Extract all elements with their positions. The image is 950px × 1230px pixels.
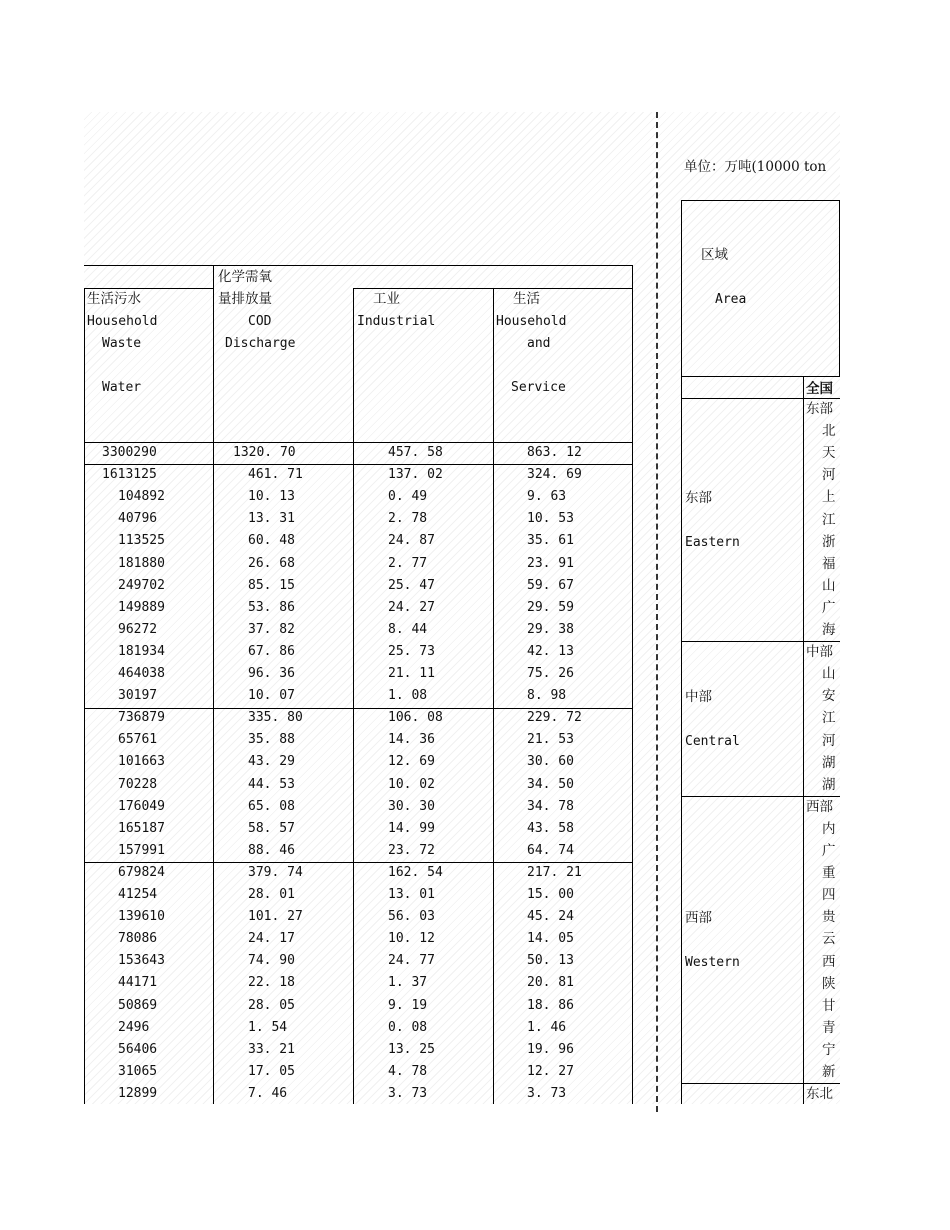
table-cell: 153643 (118, 953, 165, 969)
table-cell: 249702 (118, 577, 165, 593)
table-cell: 17. 05 (248, 1063, 295, 1079)
region-sub-item: 广 (822, 599, 836, 616)
table-cell: 736879 (118, 710, 165, 726)
area-header-en: Area (715, 292, 747, 307)
region-name-column (804, 378, 840, 1104)
table-cell: 28. 01 (248, 887, 295, 902)
table-cell: 44. 53 (248, 776, 295, 792)
table-cell: 7. 46 (248, 1085, 288, 1101)
table-cell: 101. 27 (248, 909, 303, 925)
region-sub-item: 江 (822, 511, 836, 528)
table-cell: 64. 74 (527, 842, 574, 858)
table-cell: 10. 02 (388, 776, 435, 792)
table-cell: 139610 (118, 909, 165, 925)
header-cod-en: COD (248, 314, 272, 329)
table-cell: 34. 50 (527, 776, 574, 792)
table-cell: 335. 80 (248, 710, 303, 726)
table-cell: 53. 86 (248, 599, 295, 615)
table-cell: 23. 91 (527, 555, 574, 571)
table-cell: 137. 02 (388, 467, 443, 483)
region-sub-item: 新 (822, 1064, 836, 1080)
area-header-cn: 区域 (701, 247, 728, 263)
table-cell: 679824 (118, 864, 165, 880)
table-cell: 863. 12 (527, 445, 582, 460)
table-cell: 8. 98 (527, 688, 567, 704)
table-cell: 176049 (118, 798, 165, 814)
table-cell: 10. 12 (388, 931, 435, 947)
region-sub-item: 河 (822, 732, 836, 749)
table-cell: 379. 74 (248, 864, 303, 880)
region-sub-item: 青 (822, 1019, 836, 1036)
table-cell: 21. 53 (527, 732, 574, 748)
table-cell: 181934 (118, 643, 165, 659)
table-cell: 37. 82 (248, 621, 295, 637)
table-cell: 12. 27 (527, 1063, 574, 1079)
table-cell: 0. 49 (388, 489, 428, 505)
region-sub-item: 天 (822, 445, 836, 462)
table-cell: 104892 (118, 489, 165, 505)
table-cell: 10. 07 (248, 688, 295, 704)
table-cell: 44171 (118, 975, 158, 991)
table-cell: 30197 (118, 688, 158, 704)
table-cell: 14. 36 (388, 732, 435, 748)
region-sub-item: 贵 (822, 909, 836, 926)
table-cell: 42. 13 (527, 643, 574, 659)
table-cell: 2496 (118, 1019, 150, 1035)
table-border (84, 265, 633, 266)
region-sub-item: 陕 (822, 975, 836, 992)
header-household-wastewater-en: Waste (102, 336, 142, 351)
table-cell: 41254 (118, 887, 158, 902)
table-border (353, 288, 354, 1104)
table-cell: 45. 24 (527, 909, 574, 925)
header-household-wastewater-cn: 生活污水 (87, 291, 141, 307)
table-cell: 21. 11 (388, 666, 435, 681)
table-cell: 22. 18 (248, 975, 295, 991)
table-cell: 96. 36 (248, 666, 295, 681)
region-sub-item: 湖 (822, 776, 836, 793)
table-cell: 13. 31 (248, 511, 295, 527)
table-cell: 101663 (118, 754, 165, 770)
table-cell: 13. 01 (388, 887, 435, 902)
unit-label-clip (680, 150, 840, 190)
table-cell: 74. 90 (248, 953, 295, 969)
table-cell: 1. 37 (388, 975, 428, 991)
table-cell: 56. 03 (388, 909, 435, 925)
table-cell: 461. 71 (248, 467, 303, 483)
table-cell: 1. 54 (248, 1019, 288, 1035)
table-cell: 88. 46 (248, 842, 295, 858)
region-sub-item: 浙 (822, 533, 836, 550)
table-border (839, 200, 840, 377)
table-cell: 23. 72 (388, 842, 435, 858)
table-border (681, 376, 840, 377)
table-cell: 60. 48 (248, 533, 295, 549)
header-household-service-en: Service (511, 380, 566, 395)
table-cell: 34. 78 (527, 798, 574, 814)
table-cell: 30. 30 (388, 798, 435, 814)
group-label-western-cn: 西部 (685, 910, 712, 926)
region-sub-item: 福 (822, 555, 836, 572)
table-cell: 165187 (118, 820, 165, 836)
region-sub-item: 西部 (806, 798, 833, 815)
header-household-wastewater-en: Water (102, 380, 142, 395)
table-cell: 43. 58 (527, 820, 574, 836)
unit-label: 单位：万吨(10000 ton (684, 159, 827, 175)
table-cell: 56406 (118, 1041, 158, 1057)
table-cell: 464038 (118, 666, 165, 681)
table-cell: 35. 61 (527, 533, 574, 549)
region-sub-item: 山 (822, 577, 836, 594)
header-cod-cn: 化学需氧 (218, 269, 272, 285)
header-cod-en: Discharge (225, 336, 296, 351)
table-cell: 35. 88 (248, 732, 295, 748)
table-border (84, 288, 214, 289)
table-cell: 25. 47 (388, 577, 435, 593)
table-cell: 19. 96 (527, 1041, 574, 1057)
table-cell: 457. 58 (388, 445, 443, 460)
table-cell: 28. 05 (248, 997, 295, 1013)
table-cell: 106. 08 (388, 710, 443, 726)
table-cell: 20. 81 (527, 975, 574, 991)
table-cell: 10. 53 (527, 511, 574, 527)
table-cell: 40796 (118, 511, 158, 527)
header-industrial-cn: 工业 (373, 291, 400, 307)
table-cell: 75. 26 (527, 666, 574, 681)
table-cell: 24. 77 (388, 953, 435, 969)
table-cell: 24. 17 (248, 931, 295, 947)
table-cell: 26. 68 (248, 555, 295, 571)
region-sub-item: 广 (822, 843, 836, 859)
table-cell: 70228 (118, 776, 158, 792)
group-label-eastern-en: Eastern (685, 535, 740, 550)
region-sub-item: 内 (822, 820, 836, 837)
header-household-service-en: Household (496, 314, 567, 329)
table-cell: 1. 08 (388, 688, 428, 704)
table-cell: 8. 44 (388, 621, 428, 637)
table-cell: 59. 67 (527, 577, 574, 593)
table-cell: 162. 54 (388, 864, 443, 880)
table-cell: 157991 (118, 842, 165, 858)
region-sub-item: 宁 (822, 1041, 836, 1058)
table-border (84, 464, 633, 465)
table-cell: 24. 87 (388, 533, 435, 549)
region-sub-item: 湖 (822, 754, 836, 771)
group-label-central-en: Central (685, 734, 740, 749)
group-label-central-cn: 中部 (685, 689, 712, 705)
table-cell: 217. 21 (527, 864, 582, 880)
region-sub-item: 东北 (806, 1086, 833, 1103)
region-sub-item: 云 (822, 931, 836, 948)
table-cell: 18. 86 (527, 997, 574, 1013)
table-cell: 50. 13 (527, 953, 574, 969)
group-label-eastern-cn: 东部 (685, 490, 712, 506)
table-cell: 15. 00 (527, 887, 574, 902)
table-cell: 2. 78 (388, 511, 428, 527)
table-cell: 9. 19 (388, 997, 428, 1013)
table-cell: 3. 73 (388, 1085, 428, 1101)
region-sub-item: 江 (822, 710, 836, 727)
table-cell: 78086 (118, 931, 158, 947)
table-cell: 10. 13 (248, 489, 295, 505)
table-cell: 149889 (118, 599, 165, 615)
table-cell: 43. 29 (248, 754, 295, 770)
table-cell: 12. 69 (388, 754, 435, 770)
region-sub-item: 中部 (806, 644, 833, 661)
table-cell: 67. 86 (248, 643, 295, 659)
table-border (681, 200, 840, 201)
region-sub-item: 安 (822, 688, 836, 705)
table-border (213, 265, 214, 1104)
table-cell: 113525 (118, 533, 165, 549)
table-cell: 9. 63 (527, 489, 567, 505)
table-cell: 3. 73 (527, 1085, 567, 1101)
table-cell: 29. 59 (527, 599, 574, 615)
table-cell: 229. 72 (527, 710, 582, 726)
table-cell: 12899 (118, 1085, 158, 1101)
region-sub-item: 西 (822, 953, 836, 970)
table-cell: 65761 (118, 732, 158, 748)
table-border (681, 200, 682, 1104)
region-sub-item: 北 (822, 423, 836, 440)
table-cell: 50869 (118, 997, 158, 1013)
header-household-wastewater-en: Household (87, 314, 158, 329)
table-cell: 85. 15 (248, 577, 295, 593)
table-cell: 96272 (118, 621, 158, 637)
table-cell: 4. 78 (388, 1063, 428, 1079)
table-cell: 3300290 (102, 445, 157, 460)
table-cell: 1613125 (102, 467, 157, 483)
page-break-line (656, 112, 658, 1112)
table-border (84, 862, 633, 863)
region-sub-item: 海 (822, 622, 836, 638)
table-cell: 14. 99 (388, 820, 435, 836)
table-border (84, 288, 85, 1104)
table-cell: 33. 21 (248, 1041, 295, 1057)
table-border (632, 265, 633, 1104)
table-cell: 65. 08 (248, 798, 295, 814)
table-cell: 1320. 70 (233, 445, 296, 460)
region-sub-item: 重 (822, 865, 836, 882)
table-cell: 25. 73 (388, 643, 435, 659)
table-cell: 2. 77 (388, 555, 428, 571)
table-cell: 29. 38 (527, 621, 574, 637)
national-label: 全国 (806, 381, 833, 397)
table-cell: 0. 08 (388, 1019, 428, 1035)
region-sub-item: 上 (822, 489, 836, 506)
table-cell: 1. 46 (527, 1019, 567, 1035)
header-household-service-en: and (527, 336, 551, 351)
region-sub-item: 东部 (806, 401, 833, 417)
table-cell: 13. 25 (388, 1041, 435, 1057)
table-cell: 30. 60 (527, 754, 574, 770)
region-sub-item: 山 (822, 666, 836, 683)
table-cell: 181880 (118, 555, 165, 571)
group-label-western-en: Western (685, 955, 740, 970)
region-sub-item: 四 (822, 887, 836, 904)
table-cell: 24. 27 (388, 599, 435, 615)
header-household-service-cn: 生活 (513, 291, 540, 307)
region-sub-item: 甘 (822, 997, 836, 1014)
region-sub-item: 河 (822, 467, 836, 484)
table-border (84, 442, 633, 443)
table-cell: 14. 05 (527, 931, 574, 947)
table-cell: 31065 (118, 1063, 158, 1079)
table-border (493, 288, 494, 1104)
table-cell: 58. 57 (248, 820, 295, 836)
table-cell: 324. 69 (527, 467, 582, 483)
header-industrial-en: Industrial (357, 314, 436, 329)
header-cod-cn: 量排放量 (218, 291, 272, 307)
